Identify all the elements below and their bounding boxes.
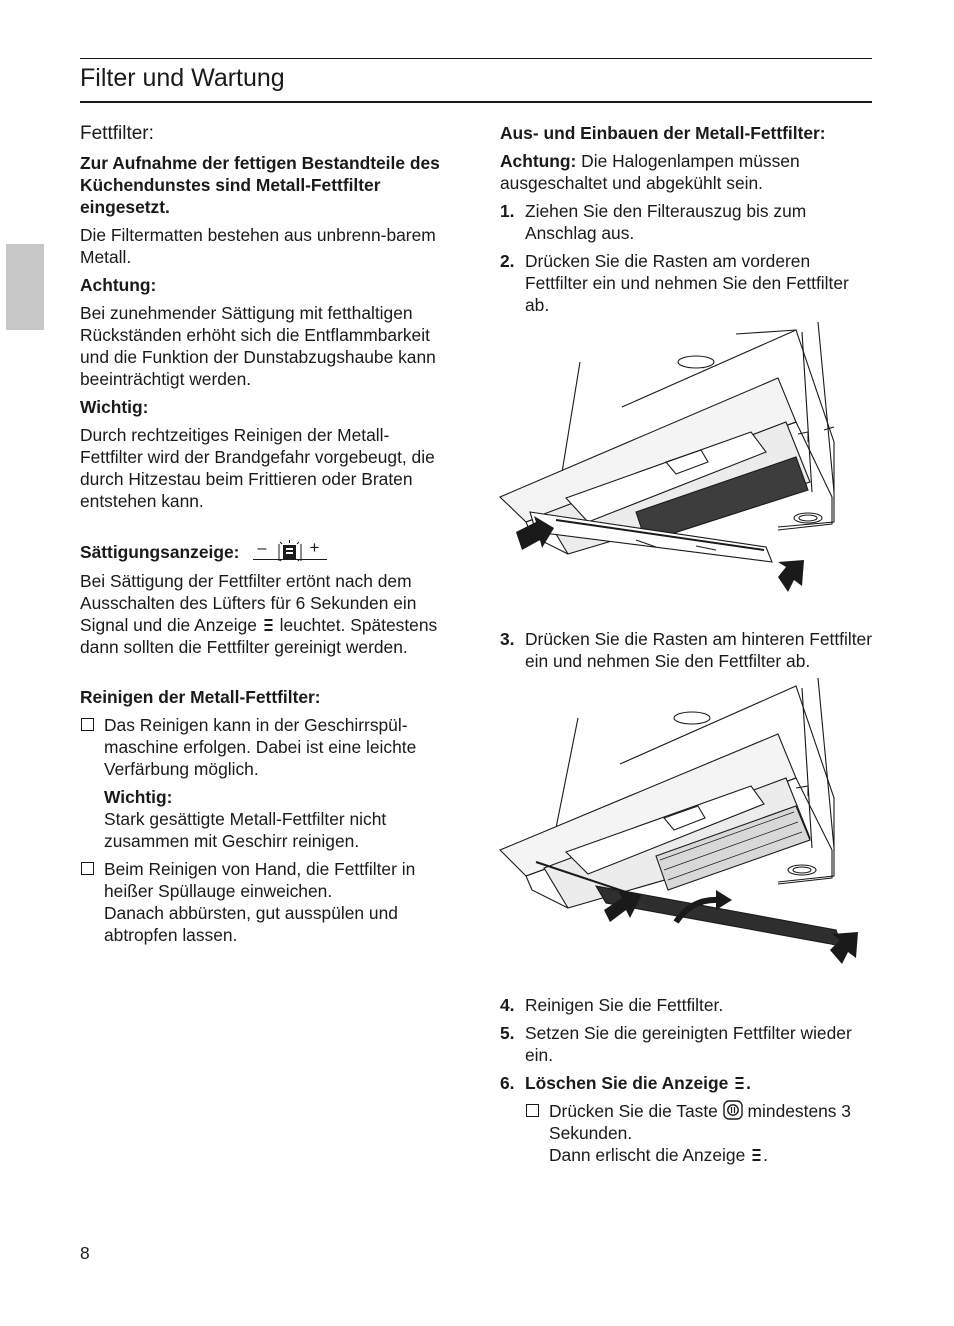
removal-heading: Aus- und Einbauen der Metall-Fettfilter: [500,123,826,143]
step-3 [500,628,872,672]
cleaning-heading: Reinigen der Metall-Fettfilter: [80,687,321,707]
step6-sublist [525,1100,872,1166]
saturation-indicator-icon [735,1076,744,1090]
cleaning-item2-line2: Danach abbürsten, gut ausspülen und abtropfen lassen. [104,903,398,945]
removal-achtung-label: Achtung: [500,151,577,171]
cleaning-wichtig-label: Wichtig: [104,787,173,807]
section-heading-fettfilter: Fettfilter: [80,123,154,144]
checkbox-bullet-icon [81,862,94,875]
cleaning-list [80,714,452,780]
saturation-text-after: leuchtet. Spätestens dann sollten die Fettfilter gereinigt werden. [80,615,438,657]
panel-minus: – [257,540,267,557]
step6-sub-period: . [763,1145,768,1165]
header-rule-top [80,58,872,59]
step-1 [500,200,872,244]
cleaning-wichtig [80,786,452,852]
step-4 [500,994,872,1016]
header-rule-bottom [80,101,872,103]
steps-list-c [500,994,872,1094]
wichtig-label: Wichtig: [80,397,149,417]
achtung-label: Achtung: [80,275,157,295]
left-column [80,122,452,952]
list-item [80,858,452,946]
spacer [80,664,452,686]
swing-arrow-head [716,890,732,910]
step-number: 4. [500,995,515,1015]
page-number: 8 [80,1243,90,1263]
wichtig-text: Durch rechtzeitiges Reinigen der Metall-Fettfilter wird der Brandgefahr vorgebeugt, die durch Hitzestau beim Frittieren oder Braten entstehen kann. [80,425,435,511]
push-arrow-right [778,560,804,592]
intro-text: Die Filtermatten bestehen aus unbrenn-barem Metall. [80,225,436,267]
saturation-text [80,570,452,658]
step6-sub-text-before: Drücken Sie die Taste [549,1101,718,1121]
illustration-front-filter-removal [496,322,874,612]
removal-achtung [500,150,872,194]
removal-achtung-text: Die Halogenlampen müssen ausgeschaltet und abgekühlt sein. [500,151,800,193]
page-title: Filter und Wartung [80,64,285,92]
illustration-rear-filter-removal [496,678,874,978]
intro-bold: Zur Aufnahme der fettigen Bestandteile des Küchendunstes sind Metall-Fettfilter eingesetzt. [80,153,440,217]
step-number: 3. [500,629,515,649]
steps-list-a [500,200,872,316]
list-item [525,1100,872,1166]
step-text: Setzen Sie die gereinigten Fettfilter wieder ein. [525,1023,852,1065]
step6-sub-line2 [549,1144,872,1166]
step-5 [500,1022,872,1066]
cleaning-item2-line1: Beim Reinigen von Hand, die Fettfilter in heißer Spüllauge einweichen. [104,859,416,901]
step-text: Ziehen Sie den Filterauszug bis zum Anschlag aus. [525,201,807,243]
step-text: Reinigen Sie die Fettfilter. [525,995,724,1015]
chapter-tab-marker [6,244,44,330]
saturation-text-before: Bei Sättigung der Fettfilter ertönt nach dem Ausschalten des Lüfters für 6 Sekunden ein Signal und die Anzeige [80,571,417,635]
saturation-indicator-icon [752,1148,761,1162]
cleaning-item1-text: Das Reinigen kann in der Geschirrspül-maschine erfolgen. Dabei ist eine leichte Verfärbung möglich. [104,715,417,779]
right-column [500,122,872,1172]
step6-sub-text-after: mindestens 3 Sekunden. [549,1101,851,1143]
panel-plus: + [309,538,320,557]
cleaning-wichtig-text: Stark gesättigte Metall-Fettfilter nicht zusammen mit Geschirr reinigen. [104,809,387,851]
step-number: 1. [500,201,515,221]
step-number: 2. [500,251,515,271]
filter-reset-key-icon [723,1100,743,1120]
step-2 [500,250,872,316]
checkbox-bullet-icon [526,1104,539,1117]
spacer [80,518,452,540]
checkbox-bullet-icon [81,718,94,731]
step6-sub-line2-text: Dann erlischt die Anzeige [549,1145,746,1165]
step-6 [500,1072,872,1094]
list-item [80,714,452,780]
step-text: Drücken Sie die Rasten am vorderen Fettfilter ein und nehmen Sie den Fettfilter ab. [525,251,849,315]
cleaning-list-2 [80,858,452,946]
achtung-text: Bei zunehmender Sättigung mit fetthaltigen Rückständen erhöht sich die Entflammbarkeit und die Funktion der Dunstabzugshaube kann beeinträchtigt werden. [80,303,436,389]
step-number: 5. [500,1023,515,1043]
step-text: Drücken Sie die Rasten am hinteren Fettfilter ein und nehmen Sie den Fettfilter ab. [525,629,873,671]
saturation-label: Sättigungsanzeige: [80,542,240,562]
step-text: Löschen Sie die Anzeige [525,1073,729,1093]
step6-period: . [746,1073,751,1093]
steps-list-b [500,628,872,672]
step-number: 6. [500,1073,515,1093]
saturation-indicator-icon [264,618,273,632]
control-panel-icon [253,540,327,564]
saturation-display-line [80,540,452,564]
